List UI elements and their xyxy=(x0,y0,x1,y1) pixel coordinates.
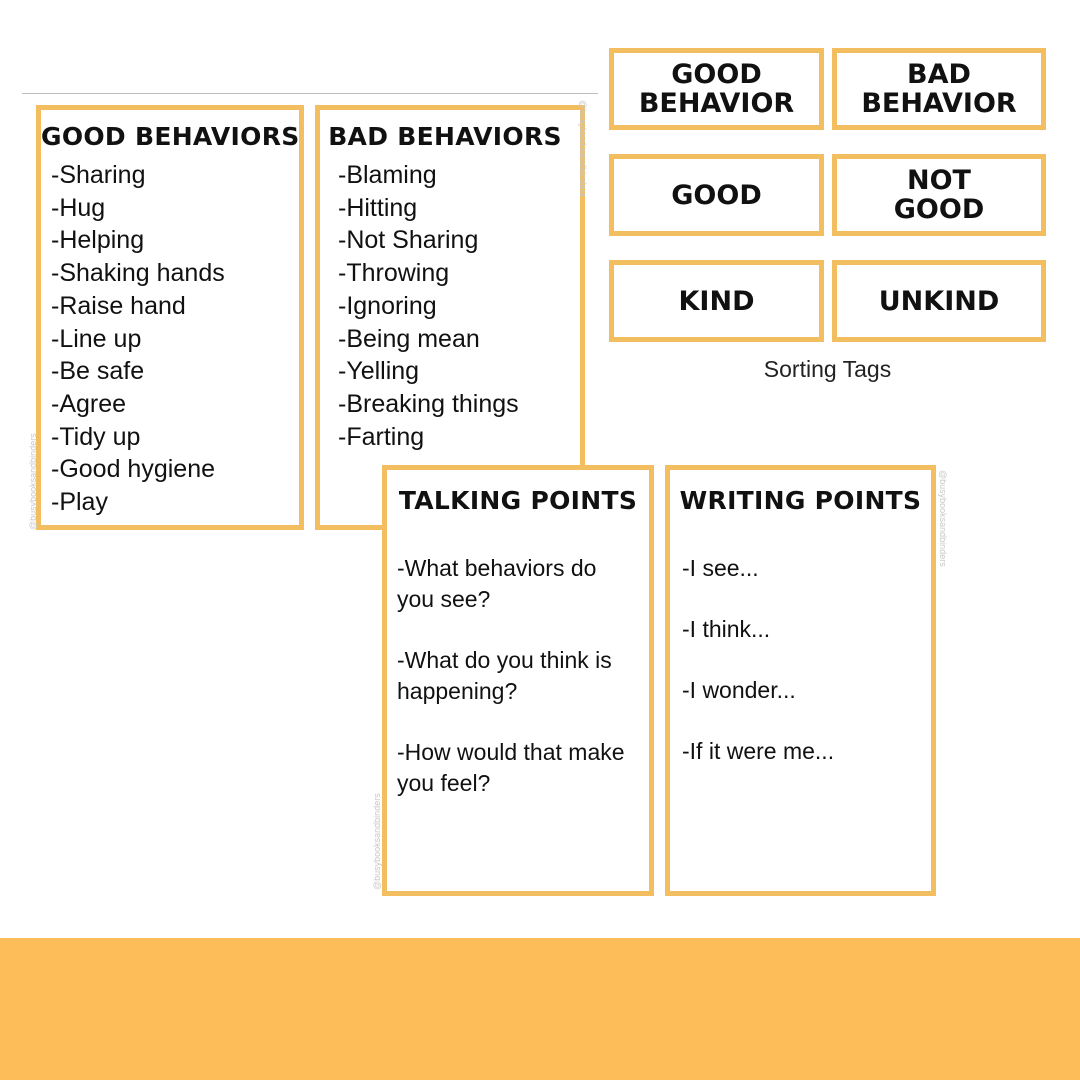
divider-line xyxy=(22,93,598,94)
sorting-tag-unkind xyxy=(832,260,1046,342)
list-item: -Shaking hands xyxy=(51,259,225,288)
list-item: -What do you think is happening? xyxy=(397,647,612,704)
list-item: -Line up xyxy=(51,324,142,353)
list-item: -How would that make you feel? xyxy=(397,739,625,796)
list-item: -Not Sharing xyxy=(338,226,479,255)
list-item: -What behaviors do you see? xyxy=(397,555,597,612)
list-item: -Agree xyxy=(51,389,127,418)
card-title: WRITING POINTS xyxy=(679,486,922,515)
talking-points-card xyxy=(382,465,654,896)
sorting-tag-bad-behavior xyxy=(832,48,1046,130)
list-item: -Hug xyxy=(51,193,106,222)
list-item: -Blaming xyxy=(338,161,437,189)
list-item: -Sharing xyxy=(51,161,146,189)
tag-label: GOOD BEHAVIOR xyxy=(638,59,795,119)
sorting-tags-caption: Sorting Tags xyxy=(763,356,892,382)
list-item: -Ignoring xyxy=(338,291,437,320)
card-title: BAD BEHAVIORS xyxy=(328,122,562,151)
tag-label: KIND xyxy=(678,285,755,317)
list-item: -Farting xyxy=(338,422,425,451)
list-item: -Hitting xyxy=(338,193,418,222)
list-item: -Be safe xyxy=(51,357,145,386)
tag-label: BAD BEHAVIOR xyxy=(861,59,1017,119)
sorting-tag-not-good xyxy=(832,154,1046,236)
card-title: TALKING POINTS xyxy=(398,486,638,515)
sorting-tag-good xyxy=(609,154,824,236)
points-list xyxy=(670,553,931,767)
watermark: @busybooksandbinders xyxy=(938,470,948,567)
tag-label: UNKIND xyxy=(878,285,1000,317)
list-item: -Throwing xyxy=(338,259,450,288)
list-item: -Raise hand xyxy=(51,291,186,320)
watermark: @busybooksandbinders xyxy=(578,100,588,197)
sorting-tag-kind xyxy=(609,260,824,342)
list-item: -Helping xyxy=(51,226,145,255)
tag-label: NOT GOOD xyxy=(893,165,985,225)
list-item: -Being mean xyxy=(338,324,480,353)
list-item: -Tidy up xyxy=(51,422,141,451)
watermark: @busybooksandbinders xyxy=(372,793,382,890)
list-item: -I think... xyxy=(682,616,771,642)
list-item: -I see... xyxy=(682,555,759,581)
list-item: -If it were me... xyxy=(682,738,835,764)
footer-band xyxy=(0,938,1080,1080)
tag-label: GOOD xyxy=(671,179,762,211)
behavior-list xyxy=(41,159,299,519)
list-item: -Good hygiene xyxy=(51,455,216,484)
good-behaviors-card xyxy=(36,105,304,530)
behavior-list xyxy=(320,159,580,453)
list-item: -Yelling xyxy=(338,357,420,386)
list-item: -I wonder... xyxy=(682,677,796,703)
list-item: -Play xyxy=(51,488,108,517)
watermark: @busybooksandbinders xyxy=(28,433,38,530)
sorting-tag-good-behavior xyxy=(609,48,824,130)
card-title: GOOD BEHAVIORS xyxy=(41,122,300,151)
points-list xyxy=(387,553,649,799)
list-item: -Breaking things xyxy=(338,389,519,418)
writing-points-card xyxy=(665,465,936,896)
